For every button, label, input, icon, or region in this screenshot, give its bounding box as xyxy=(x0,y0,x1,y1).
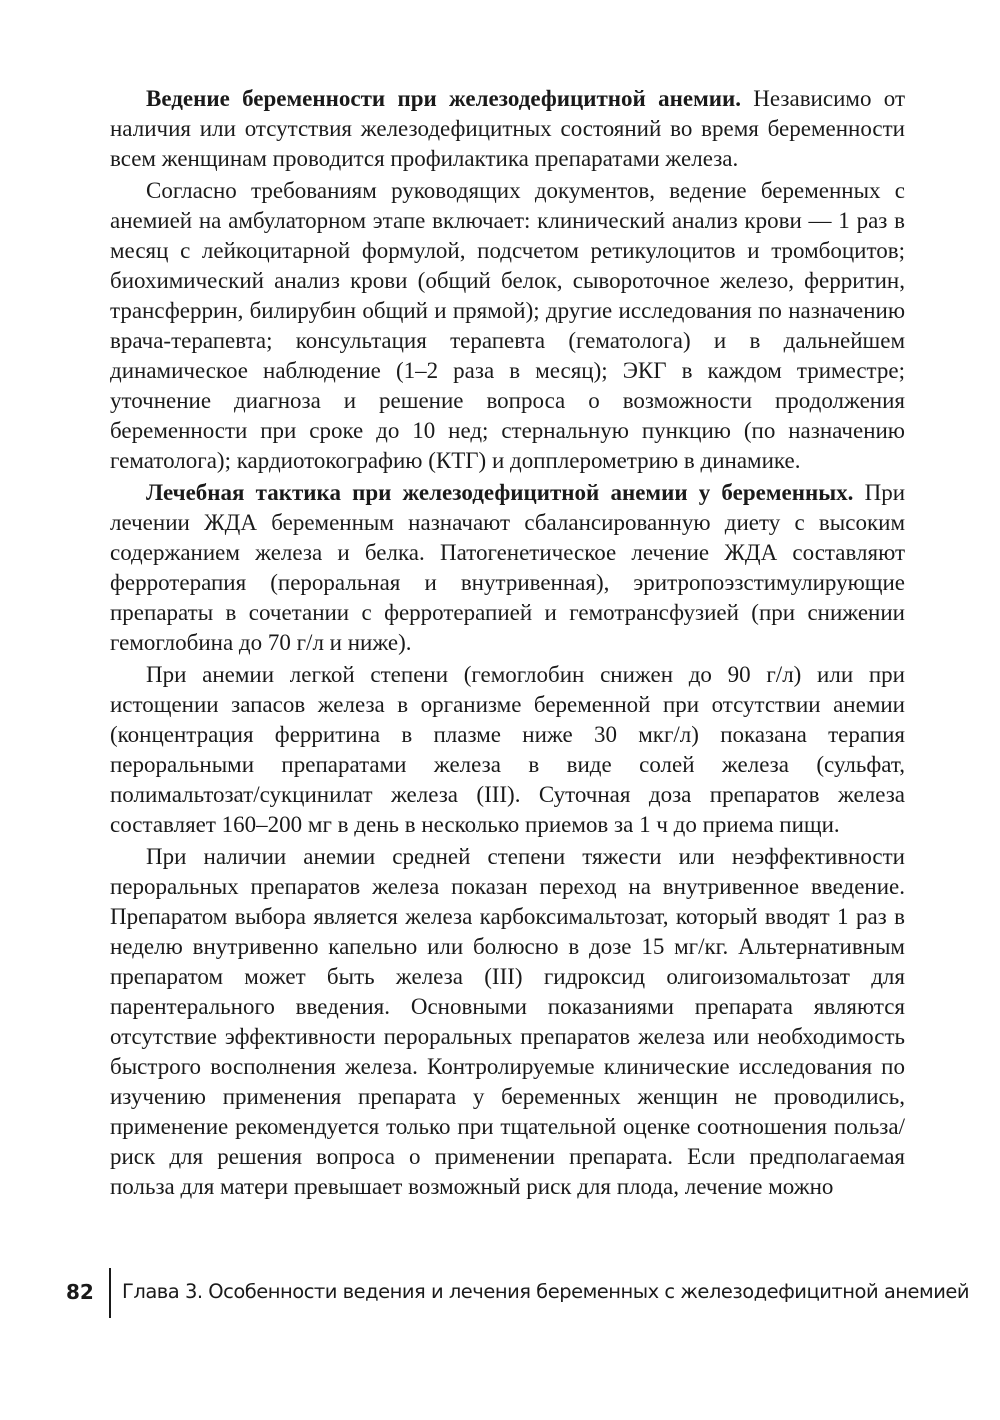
paragraph-text: При анемии легкой степени (гемоглобин снижен до 90 г/л) или при истощении запасов железа в организме беременной при отсутствии анемии (концентрация ферритина в плазме ниже 30 мкг/л) показана терапия пероральными препаратами железа в виде солей железа (сульфат, полимальтозат/сукцинилат железа (III). Суточная доза препаратов железа составляет 160–200 мг в день в несколько приемов за 1 ч до приема пищи. xyxy=(110,662,905,837)
paragraph-heading: Ведение беременности при железодефицитной анемии. xyxy=(146,86,741,111)
page-footer xyxy=(0,1268,1000,1328)
paragraph-moderate-anemia xyxy=(110,842,905,1202)
paragraph-treatment-tactics xyxy=(110,478,905,658)
page-number: 82 xyxy=(66,1280,94,1304)
paragraph-text: При наличии анемии средней степени тяжести или неэффективности пероральных препаратов железа показан переход на внутривенное введение. Препаратом выбора является железа карбоксимальтозат, который вводят 1 раз в неделю внутривенно капельно или болюсно в дозе 15 мг/кг. Альтернативным препаратом может быть железа (III) гидроксид олигоизомальтозат для парентерального введения. Основными показаниями препарата являются отсутствие эффективности пероральных препаратов железа или необходимость быстрого восполнения железа. Контролируемые клинические исследования по изучению применения препарата у беременных женщин не проводились, применение рекомендуется только при тщательной оценке соотношения польза/риск для решения вопроса о применении препарата. Если предполагаемая польза для матери превышает возможный риск для плода, лечение можно xyxy=(110,844,905,1199)
paragraph-outpatient-monitoring xyxy=(110,176,905,476)
paragraph-text: Независимо от наличия или отсутствия железодефицитных состояний во время беременности всем женщинам проводится профилактика препаратами железа. xyxy=(110,86,905,171)
paragraph-text: Согласно требованиям руководящих документов, ведение беременных с анемией на амбулаторном этапе включает: клинический анализ крови — 1 раз в месяц с лейкоцитарной формулой, подсчетом ретикулоцитов и тромбоцитов; биохимический анализ крови (общий белок, сывороточное железо, ферритин, трансферрин, билирубин общий и прямой); другие исследования по назначению врача-терапевта; консультация терапевта (гематолога) и в дальнейшем динамическое наблюдение (1–2 раза в месяц); ЭКГ в каждом триместре; уточнение диагноза и решение вопроса о возможности продолжения беременности при сроке до 10 нед; стернальную пункцию (по назначению гематолога); кардиотокографию (КТГ) и допплерометрию в динамике. xyxy=(110,178,905,473)
paragraph-management xyxy=(110,84,905,174)
chapter-running-head: Глава 3. Особенности ведения и лечения беременных с железодефицитной анемией xyxy=(122,1280,970,1303)
footer-divider xyxy=(109,1268,111,1318)
paragraph-text: При лечении ЖДА беременным назначают сбалансированную диету с высоким содержанием железа и белка. Патогенетическое лечение ЖДА составляют ферротерапия (пероральная и внутривенная), эритропоэзстимулирующие препараты в сочетании с ферротерапией и гемотрансфузией (при снижении гемоглобина до 70 г/л и ниже). xyxy=(110,480,906,655)
page-body xyxy=(110,84,905,1202)
paragraph-mild-anemia xyxy=(110,660,905,840)
paragraph-heading: Лечебная тактика при железодефицитной анемии у беременных. xyxy=(146,480,854,505)
